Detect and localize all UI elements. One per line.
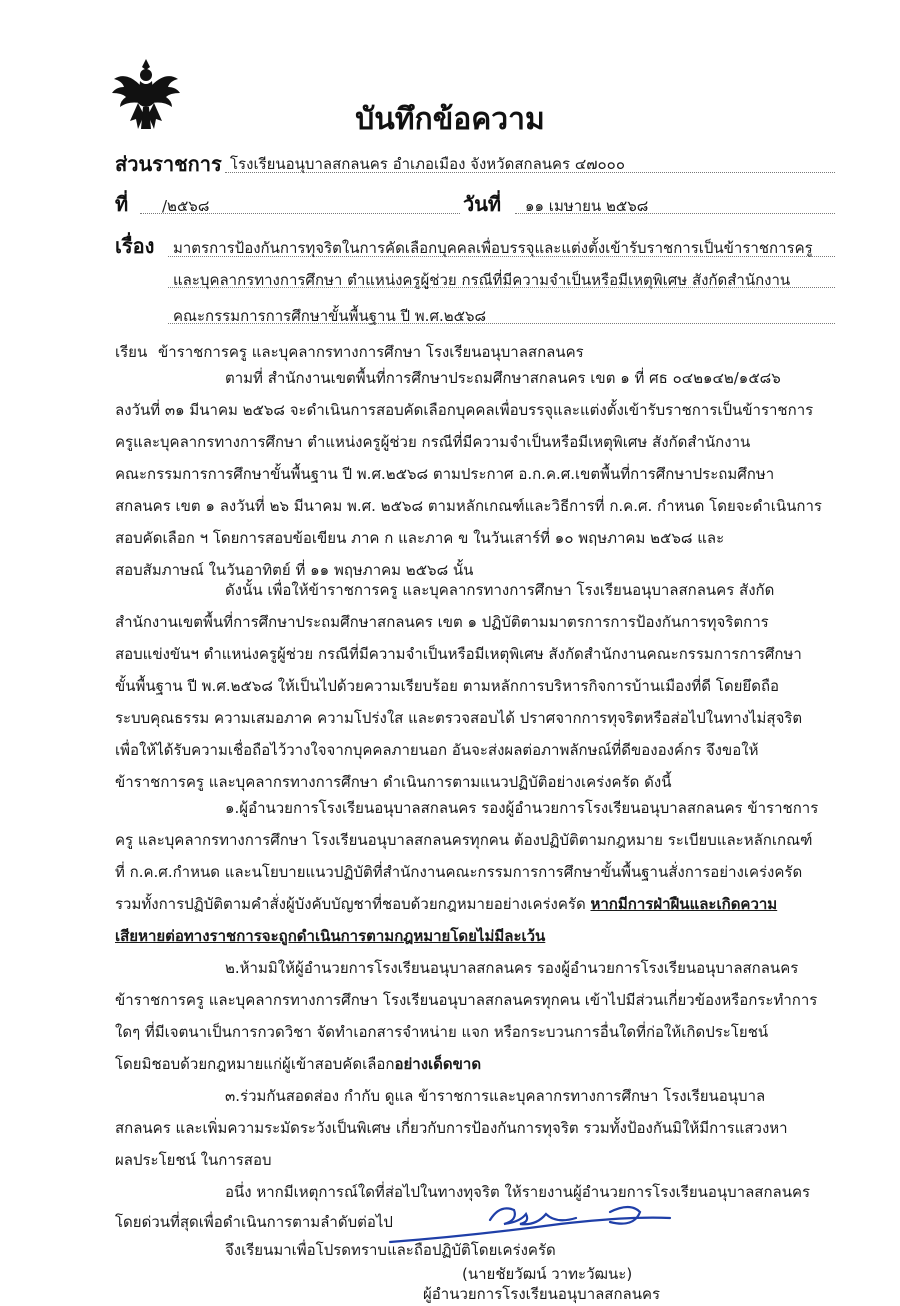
closing-line: จึงเรียนมาเพื่อโปรดทราบและถือปฏิบัติโดยเคร่งครัด	[225, 1241, 556, 1259]
body-text: โดยมิชอบด้วยกฎหมายแก่ผู้เข้าสอบคัดเลือก	[115, 1055, 395, 1073]
body-line: ข้าราชการครู และบุคลากรทางการศึกษา โรงเรียนอนุบาลสกลนครทุกคน เข้าไปมีส่วนเกี่ยวข้องหรือกระทำการ	[115, 991, 818, 1009]
body-line: ดังนั้น เพื่อให้ข้าราชการครู และบุคลากรทางการศึกษา โรงเรียนอนุบาลสกลนคร สังกัด	[225, 581, 775, 599]
salutation-word: เรียน	[115, 343, 148, 361]
body-line: สอบคัดเลือก ฯ โดยการสอบข้อเขียน ภาค ก และภาค ข ในวันเสาร์ที่ ๑๐ พฤษภาคม ๒๕๖๘ และ	[115, 529, 725, 547]
date-label: วันที่	[463, 192, 502, 216]
subject-line: คณะกรรมการการศึกษาขั้นพื้นฐาน ปี พ.ศ.๒๕๖๘	[173, 307, 487, 325]
body-line: สกลนคร และเพิ่มความระมัดระวังเป็นพิเศษ เกี่ยวกับการป้องกันการทุจริต รวมทั้งป้องกันมิให้มีการแสวงหา	[115, 1119, 788, 1137]
body-line: คณะกรรมการการศึกษาขั้นพื้นฐาน ปี พ.ศ.๒๕๖๘ ตามประกาศ อ.ก.ค.ศ.เขตพื้นที่การศึกษาประถมศึกษา	[115, 465, 775, 483]
ref-dotline	[140, 213, 460, 214]
body-line: ระบบคุณธรรม ความเสมอภาค ความโปร่งใส และตรวจสอบได้ ปราศจากการทุจริตหรือส่อไปในทางไม่สุจริต	[115, 709, 803, 727]
body-line: อนึ่ง หากมีเหตุการณ์ใดที่ส่อไปในทางทุจริต ให้รายงานผู้อำนวยการโรงเรียนอนุบาลสกลนคร	[225, 1183, 811, 1201]
subject-dotline	[168, 287, 835, 288]
warning-underlined-text: เสียหายต่อทางราชการจะถูกดำเนินการตามกฎหมายโดยไม่มีละเว้น	[115, 927, 546, 945]
body-line: ครูและบุคลากรทางการศึกษา ตำแหน่งครูผู้ช่วย กรณีที่มีความจำเป็นหรือมีเหตุพิเศษ สังกัดสำนักงาน	[115, 433, 751, 451]
ref-value: /๒๕๖๘	[162, 197, 210, 215]
body-line: ใดๆ ที่มีเจตนาเป็นการกวดวิชา จัดทำเอกสารจำหน่าย แจก หรือกระบวนการอื่นใดที่ก่อให้เกิดประโยชน์	[115, 1023, 769, 1041]
emphasis-text: อย่างเด็ดขาด	[394, 1055, 482, 1073]
body-line: เพื่อให้ได้รับความเชื่อถือไว้วางใจจากบุคคลภายนอก อันจะส่งผลต่อภาพลักษณ์ที่ดีขององค์กร จึงขอให้	[115, 741, 759, 759]
subject-dotline	[168, 323, 835, 324]
body-line-mixed	[115, 892, 835, 916]
subject-dotline	[168, 256, 835, 257]
body-line: ข้าราชการครู และบุคลากรทางการศึกษา ดำเนินการตามแนวปฏิบัติอย่างเคร่งครัด ดังนี้	[115, 773, 672, 791]
subject-line: มาตรการป้องกันการทุจริตในการคัดเลือกบุคคลเพื่อบรรจุและแต่งตั้งเข้ารับราชการเป็นข้าราชการครู	[173, 239, 813, 257]
subject-line: และบุคลากรทางการศึกษา ตำแหน่งครูผู้ช่วย กรณีที่มีความจำเป็นหรือมีเหตุพิเศษ สังกัดสำนักงาน	[173, 271, 791, 289]
body-line: ขั้นพื้นฐาน ปี พ.ศ.๒๕๖๘ ให้เป็นไปด้วยความเรียบร้อย ตามหลักการบริหารกิจการบ้านเมืองที่ดี โดยยึดถือ	[115, 677, 780, 695]
agency-label: ส่วนราชการ	[115, 152, 222, 176]
subject-label: เรื่อง	[115, 234, 155, 258]
body-line: สอบสัมภาษณ์ ในวันอาทิตย์ ที่ ๑๑ พฤษภาคม ๒๕๖๘ นั้น	[115, 561, 474, 579]
salutation-recipient: ข้าราชการครู และบุคลากรทางการศึกษา โรงเรียนอนุบาลสกลนคร	[158, 343, 584, 361]
warning-underlined-text: หากมีการฝ่าฝืนและเกิดความ	[590, 895, 778, 913]
body-line: สอบแข่งขันฯ ตำแหน่งครูผู้ช่วย กรณีที่มีความจำเป็นหรือมีเหตุพิเศษ สังกัดสำนักงานคณะกรรมการการศึกษา	[115, 645, 802, 663]
body-line: โดยด่วนที่สุดเพื่อดำเนินการตามลำดับต่อไป	[115, 1213, 393, 1231]
body-line: ๓.ร่วมกันสอดส่อง กำกับ ดูแล ข้าราชการและบุคลากรทางการศึกษา โรงเรียนอนุบาล	[225, 1087, 766, 1105]
document-title: บันทึกข้อความ	[355, 102, 545, 137]
body-line: ตามที่ สำนักงานเขตพื้นที่การศึกษาประถมศึกษาสกลนคร เขต ๑ ที่ ศธ ๐๔๒๑๔๒/๑๕๘๖	[225, 369, 781, 387]
ref-label: ที่	[115, 192, 129, 216]
body-line: สกลนคร เขต ๑ ลงวันที่ ๒๖ มีนาคม พ.ศ. ๒๕๖๘ ตามหลักเกณฑ์และวิธีการที่ ก.ค.ศ. กำหนด โดยจะดำเนินการ	[115, 497, 822, 515]
signer-position: ผู้อำนวยการโรงเรียนอนุบาลสกลนคร	[423, 1285, 661, 1303]
body-line: ครู และบุคลากรทางการศึกษา โรงเรียนอนุบาลสกลนครทุกคน ต้องปฏิบัติตามกฎหมาย ระเบียบและหลักเกณฑ์	[115, 831, 813, 849]
body-line-mixed	[115, 1052, 835, 1076]
signature-scribble	[380, 1198, 680, 1248]
date-value: ๑๑ เมษายน ๒๕๖๘	[525, 197, 649, 215]
body-line: ๑.ผู้อำนวยการโรงเรียนอนุบาลสกลนคร รองผู้อำนวยการโรงเรียนอนุบาลสกลนคร ข้าราชการ	[225, 799, 819, 817]
body-line: ๒.ห้ามมิให้ผู้อำนวยการโรงเรียนอนุบาลสกลนคร รองผู้อำนวยการโรงเรียนอนุบาลสกลนคร	[225, 959, 799, 977]
body-text: รวมทั้งการปฏิบัติตามคำสั่งผู้บังคับบัญชาที่ชอบด้วยกฎหมายอย่างเคร่งครัด	[115, 895, 591, 913]
agency-dotline	[225, 172, 835, 173]
agency-value: โรงเรียนอนุบาลสกลนคร อำเภอเมือง จังหวัดสกลนคร ๔๗๐๐๐	[230, 155, 625, 173]
body-line: ที่ ก.ค.ศ.กำหนด และนโยบายแนวปฏิบัติที่สำนักงานคณะกรรมการการศึกษาขั้นพื้นฐานสั่งการอย่างเคร่งครัด	[115, 863, 803, 881]
body-line: ผลประโยชน์ ในการสอบ	[115, 1151, 272, 1169]
date-dotline	[515, 213, 835, 214]
body-line-mixed	[115, 924, 835, 948]
body-line: สำนักงานเขตพื้นที่การศึกษาประถมศึกษาสกลนคร เขต ๑ ปฏิบัติตามมาตรการการป้องกันการทุจริตการ	[115, 613, 769, 631]
signer-name: (นายชัยวัฒน์ วาทะวัฒนะ)	[462, 1265, 633, 1283]
body-line: ลงวันที่ ๓๑ มีนาคม ๒๕๖๘ จะดำเนินการสอบคัดเลือกบุคคลเพื่อบรรจุและแต่งตั้งเข้ารับราชการเป็นข้าราชการ	[115, 401, 814, 419]
